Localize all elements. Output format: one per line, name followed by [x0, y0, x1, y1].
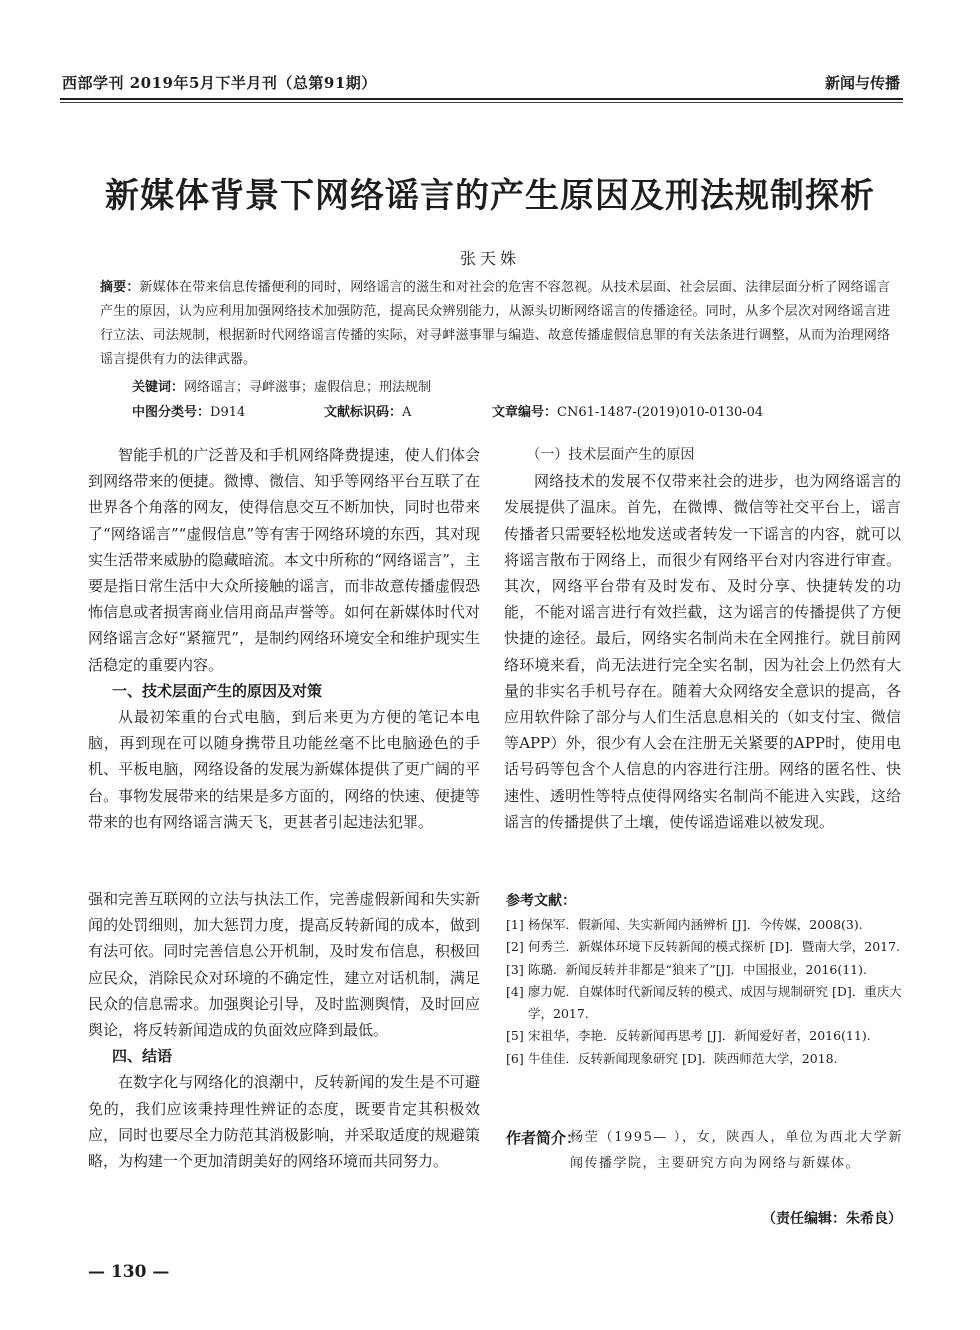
article-number-label: 文章编号： — [492, 405, 558, 420]
subsection-heading: （一）技术层面产生的原因 — [526, 447, 695, 463]
journal-header: 西部学刊 2019年5月下半月刊（总第91期） — [62, 74, 377, 92]
header-rule-thin — [60, 102, 903, 103]
clc-value: D914 — [210, 405, 246, 420]
keywords — [132, 376, 431, 395]
doc-code-label: 文献标识码： — [324, 405, 403, 420]
references-title: 参考文献： — [506, 893, 576, 909]
reference-item: [2] 何秀兰．新媒体环境下反转新闻的模式探析 [D]．暨南大学，2017. — [506, 939, 901, 955]
author-name: 张天姝 — [459, 249, 520, 268]
abstract-text: 新媒体在带来信息传播便利的同时，网络谣言的滋生和对社会的危害不容忽视。从技术层面、社会层面、法律层面分析了网络谣言产生的原因，认为应利用加强网络技术加强防范，提高民众辨别能力，从源头切断网络谣言的传播途径。同时，从多个层次对网络谣言进行立法、司法规制，根据新时代网络谣言传播的实际，对寻衅滋事罪与编造、故意传播虚假信息罪的有关法条进行调整，从而为治理网络谣言提供有力的法律武器。 — [100, 280, 890, 367]
reference-item: [1] 杨保军．假新闻、失实新闻内涵辨析 [J]．今传媒，2008(3). — [506, 917, 863, 932]
author-bio: 杨茔（1995— ），女，陕西人，单位为西北大学新闻传播学院，主要研究方向为网络与新媒体。 — [570, 1130, 903, 1171]
abstract — [100, 276, 890, 372]
paragraph: 智能手机的广泛普及和手机网络降费提速，使人们体会到网络带来的便捷。微博、微信、知乎等网络平台互联了在世界各个角落的网友，使得信息交互不断加快，同时也带来了“网络谣言”“虚假信息”等有害于网络环境的东西，其对现实生活带来威胁的隐藏暗流。本文中所称的“网络谣言”，主要是指日常生活中大众所接触的谣言，而非故意传播虚假恐怖信息或者损害商业信用商品声誉等。如何在新媒体时代对网络谣言念好“紧箍咒”，是制约网络环境安全和维护现实生活稳定的重要内容。 — [88, 446, 480, 674]
keywords-label: 关键词： — [132, 380, 185, 395]
paragraph: 网络技术的发展不仅带来社会的进步，也为网络谣言的发展提供了温床。首先，在微博、微信等社交平台上，谣言传播者只需要轻松地发送或者转发一下谣言的内容，就可以将谣言散布于网络上，而很少有网络平台对内容进行审查。其次，网络平台带有及时发布、及时分享、快捷转发的功能，不能对谣言进行有效拦截，这为谣言的传播提供了方便快捷的途径。最后，网络实名制尚未在全网推行。就目前网络环境来看，尚无法进行完全实名制，因为社会上仍然有大量的非实名手机号存在。随着大众网络安全意识的提高，各应用软件除了部分与人们生活息息相关的（如支付宝、微信等APP）外，很少有人会在注册无关紧要的APP时，使用电话号码等包含个人信息的内容进行注册。网络的匿名性、快速性、透明性等特点使得网络实名制尚不能进入实践，这给谣言的传播提供了土壤，使传谣造谣难以被发现。 — [504, 472, 901, 831]
reference-item: [4] 廖力妮．自媒体时代新闻反转的模式、成因与规制研究 [D]．重庆大学，2017. — [506, 983, 902, 1022]
right-column-top — [504, 442, 901, 835]
article-meta — [132, 401, 832, 421]
references-list — [506, 914, 903, 1070]
keywords-text: 网络谣言；寻衅滋事；虚假信息；刑法规制 — [184, 380, 432, 395]
responsible-editor: （责任编辑：朱希良） — [762, 1211, 902, 1227]
article-title: 新媒体背景下网络谣言的产生原因及刑法规制探析 — [105, 176, 875, 216]
paragraph: 从最初笨重的台式电脑，到后来更为方便的笔记本电脑，再到现在可以随身携带且功能丝毫不比电脑逊色的手机、平板电脑，网络设备的发展为新媒体提供了更广阔的平台。事物发展带来的结果是多方面的，网络的快速、便捷等带来的也有网络谣言满天飞，更甚者引起违法犯罪。 — [88, 708, 480, 831]
paragraph: 强和完善互联网的立法与执法工作，完善虚假新闻和失实新闻的处罚细则，加大惩罚力度，提高反转新闻的成本，做到有法可依。同时完善信息公开机制，及时发布信息，积极回应民众，消除民众对环境的不确定性，建立对话机制，满足民众的信息需求。加强舆论引导，及时监测舆情，及时回应舆论，将反转新闻造成的负面效应降到最低。 — [88, 890, 480, 1040]
section-heading: 一、技术层面产生的原因及对策 — [112, 681, 323, 700]
doc-code-value: A — [402, 405, 412, 420]
header-rule — [60, 98, 903, 100]
section-heading: 四、结语 — [112, 1047, 173, 1066]
article-number-value: CN61-1487-(2019)010-0130-04 — [557, 405, 764, 420]
section-label: 新闻与传播 — [824, 74, 900, 92]
paragraph: 在数字化与网络化的浪潮中，反转新闻的发生是不可避免的，我们应该秉持理性辨证的态度，既要肯定其积极效应，同时也要尽全力防范其消极影响，并采取适度的规避策略，为构建一个更加清朗美好的网络环境而共同努力。 — [88, 1073, 480, 1171]
left-column-bottom — [88, 886, 480, 1174]
left-column-top — [88, 442, 480, 835]
reference-item: [5] 宋祖华，李艳．反转新闻再思考 [J]．新闻爱好者，2016(11). — [506, 1028, 871, 1044]
author-bio-label: 作者简介： — [506, 1129, 582, 1147]
clc-label: 中图分类号： — [132, 405, 211, 420]
abstract-label: 摘要： — [100, 280, 140, 295]
page-number: — 130 — — [88, 1262, 170, 1282]
reference-item: [6] 牛佳佳．反转新闻现象研究 [D]．陕西师范大学，2018. — [506, 1050, 838, 1066]
reference-item: [3] 陈璐．新闻反转并非都是“狼来了”[J]．中国报业，2016(11). — [506, 961, 867, 977]
